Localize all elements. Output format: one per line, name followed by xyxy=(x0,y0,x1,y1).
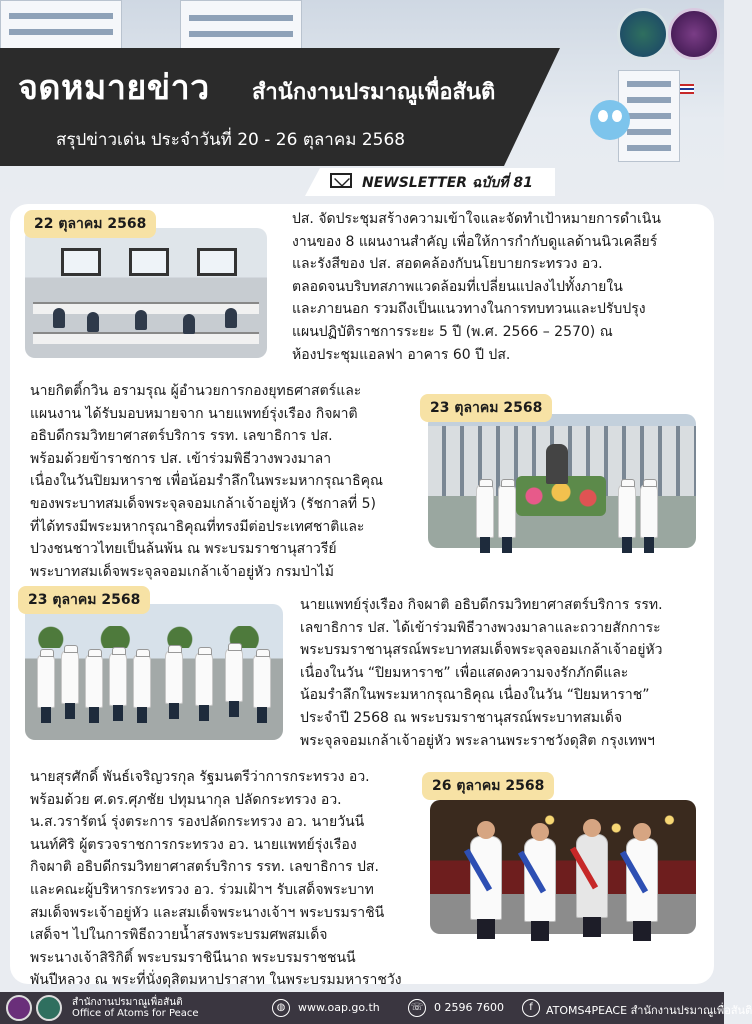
news-photo-palace-ceremony xyxy=(430,800,696,934)
oap-seal-logo xyxy=(668,8,720,60)
footer-website-link[interactable]: www.oap.go.th xyxy=(298,1001,380,1014)
news-paragraph: นายแพทย์รุ่งเรือง กิจผาติ อธิบดีกรมวิทยาศาสตร์บริการ รรท. เลขาธิการ ปส. ได้เข้าร่วมพิธีวางพวงมาลาและถวายสักการะ พระบรมราชานุสรณ์พระบาทสมเด็จพระจุลจอมเกล้าเจ้าอยู่หัว เนื่องในวัน “ปิยมหาราช” เพื่อแสดงความจงรักภักดีและ น้อมรำลึกในพระมหากรุณาธิคุณ เนื่องในวัน “ปิยมหาราช” ประจำปี 2568 ณ พระบรมราชานุสรณ์พระบาทสมเด็จ พระจุลจอมเกล้าเจ้าอยู่หัว พระลานพระราชวังดุสิต กรุงเทพฯ xyxy=(300,597,663,749)
news-photo-parade xyxy=(25,604,283,740)
footer-ministry-seal-logo xyxy=(36,995,62,1021)
news-paragraph: นายสุรศักดิ์ พันธ์เจริญวรกุล รัฐมนตรีว่าการกระทรวง อว. พร้อมด้วย ศ.ดร.ศุภชัย ปทุมนากุล ปลัดกระทรวง อว. น.ส.วรารัตน์ รุ่งตระการ รองปลัดกระทรวง อว. นายวันนี นนท์ศิริ ผู้ตรวจราชการกระทรวง อว. นายแพทย์รุ่งเรือง กิจผาติ อธิบดีกรมวิทยาศาสตร์บริการ รรท. เลขาธิการ ปส. และคณะผู้บริหารกระทรวง อว. ร่วมเฝ้าฯ รับเสด็จพระบาท สมเด็จพระเจ้าอยู่หัว และสมเด็จพระนางเจ้าฯ พระบรมราชินี เสด็จฯ ไปในการพิธีถวายน้ำสรงพระบรมศพสมเด็จ พระนางเจ้าสิริกิติ์ พระบรมราชินีนาถ พระบรมราชชนนี พันปีหลวง ณ พระที่นั่งดุสิตมหาปราสาท ในพระบรมมหาราชวัง xyxy=(30,769,402,989)
footer-social-link[interactable]: ATOMS4PEACE สำนักงานปรมาณูเพื่อสันติ xyxy=(546,1004,752,1017)
building-left xyxy=(0,0,122,52)
news-photo-meeting xyxy=(25,228,267,358)
news-paragraph: นายกิตติ์กวิน อรามรุณ ผู้อำนวยการกองยุทธศาสตร์และ แผนงาน ได้รับมอบหมายจาก นายแพทย์รุ่งเรือง กิจผาติ อธิบดีกรมวิทยาศาสตร์บริการ รรท. เลขาธิการ ปส. พร้อมด้วยข้าราชการ ปส. เข้าร่วมพิธีวางพวงมาลา เนื่องในวันปิยมหาราช เพื่อน้อมรำลึกในพระมหากรุณาธิคุณ ของพระบาทสมเด็จพระจุลจอมเกล้าเจ้าอยู่หัว (รัชกาลที่ 5) ที่ได้ทรงมีพระมหากรุณาธิคุณที่ทรงมีต่อประเทศชาติและ ปวงชนชาวไทยเป็นล้นพ้น ณ พระบรมราชานุสาวรีย์ พระบาทสมเด็จพระจุลจอมเกล้าเจ้าอยู่หัว กรมป่าไม้ xyxy=(30,383,383,580)
news-date-badge: 23 ตุลาคม 2568 xyxy=(420,394,552,422)
footer-phone[interactable]: 0 2596 7600 xyxy=(434,1001,504,1014)
footer-bar xyxy=(0,992,752,1024)
building-center xyxy=(180,0,302,52)
news-photo-wreath-ceremony xyxy=(428,414,696,548)
facebook-icon: f xyxy=(522,999,540,1017)
ministry-seal-logo xyxy=(617,8,669,60)
news-paragraph: ปส. จัดประชุมสร้างความเข้าใจและจัดทำเป้าหมายการดำเนิน งานของ 8 แผนงานสำคัญ เพื่อให้การกำกับดูแลด้านนิวเคลียร์ และรังสีของ ปส. สอดคล้องกับนโยบายกระทรวง อว. ตลอดจนบริบทสภาพแวดล้อมที่เปลี่ยนแปลงไปทั้งภายใน และภายนอก รวมถึงเป็นแนวทางในการทบทวนและปรับปรุง แผนปฏิบัติราชการระยะ 5 ปี (พ.ศ. 2566 – 2570) ณ ห้องประชุมแอลฟา อาคาร 60 ปี ปส. xyxy=(292,211,661,363)
thai-flag xyxy=(680,84,694,94)
content-card xyxy=(10,204,714,989)
footer-org-english: Office of Atoms for Peace xyxy=(72,1008,199,1019)
phone-icon: ☏ xyxy=(408,999,426,1017)
news-date-badge: 23 ตุลาคม 2568 xyxy=(18,586,150,614)
footer-org-thai: สำนักงานปรมาณูเพื่อสันติ xyxy=(72,997,183,1008)
envelope-icon xyxy=(330,173,352,188)
news-date-badge: 26 ตุลาคม 2568 xyxy=(422,772,554,800)
globe-icon: ◍ xyxy=(272,999,290,1017)
issue-number: NEWSLETTER ฉบับที่ 81 xyxy=(362,175,533,191)
newsletter-title: จดหมายข่าว xyxy=(18,68,210,108)
organization-name: สำนักงานปรมาณูเพื่อสันติ xyxy=(252,80,496,105)
atom-mascot xyxy=(590,100,630,140)
news-date-badge: 22 ตุลาคม 2568 xyxy=(24,210,156,238)
footer-oap-seal-logo xyxy=(6,995,32,1021)
newsletter-subtitle: สรุปข่าวเด่น ประจำวันที่ 20 - 26 ตุลาคม 2568 xyxy=(56,130,406,150)
